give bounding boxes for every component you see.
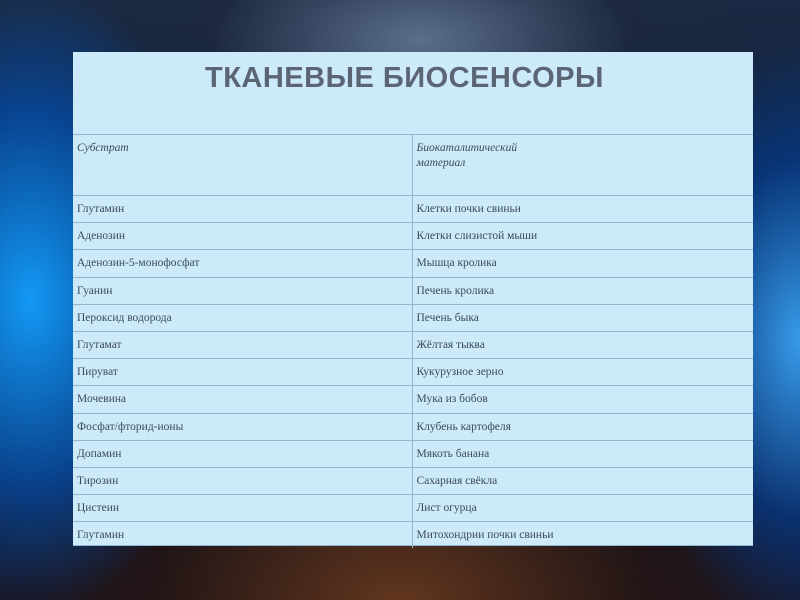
substrate-cell: Аденозин-5-монофосфат [73,250,412,277]
header-material [412,135,753,196]
material-cell: Мышца кролика [412,250,753,277]
substrate-cell: Пируват [73,359,412,386]
material-cell: Митохондрии почки свиньи [412,522,753,549]
substrate-cell: Цистеин [73,495,412,522]
table-row [73,304,753,331]
substrate-cell: Допамин [73,440,412,467]
slide-title: ТКАНЕВЫЕ БИОСЕНСОРЫ [205,62,604,94]
material-cell: Клетки слизистой мыши [412,223,753,250]
substrate-cell: Глутамат [73,331,412,358]
header-substrate: Субстрат [73,135,412,196]
table-bottom-border [73,545,753,546]
table-row [73,223,753,250]
table-row [73,386,753,413]
header-material-label: Биокаталитический материал [416,142,518,169]
table-row [73,250,753,277]
biosensor-table [73,134,753,548]
substrate-cell: Гуанин [73,277,412,304]
table-row [73,196,753,223]
material-cell: Печень кролика [412,277,753,304]
table-row [73,413,753,440]
table-row [73,440,753,467]
table-row [73,467,753,494]
material-cell: Печень быка [412,304,753,331]
material-cell: Сахарная свёкла [412,467,753,494]
material-cell: Мука из бобов [412,386,753,413]
substrate-cell: Мочевина [73,386,412,413]
table-row [73,277,753,304]
substrate-cell: Глутамин [73,522,412,549]
substrate-cell: Фосфат/фторид-ионы [73,413,412,440]
table-header-row [73,135,753,196]
table-row [73,495,753,522]
table-row [73,331,753,358]
material-cell: Мякоть банана [412,440,753,467]
material-cell: Кукурузное зерно [412,359,753,386]
substrate-cell: Пероксид водорода [73,304,412,331]
material-cell: Жёлтая тыква [412,331,753,358]
material-cell: Лист огурца [412,495,753,522]
material-cell: Клубень картофеля [412,413,753,440]
table-row [73,359,753,386]
substrate-cell: Глутамин [73,196,412,223]
material-cell: Клетки почки свиньи [412,196,753,223]
substrate-cell: Аденозин [73,223,412,250]
substrate-cell: Тирозин [73,467,412,494]
slide-panel [73,52,753,546]
